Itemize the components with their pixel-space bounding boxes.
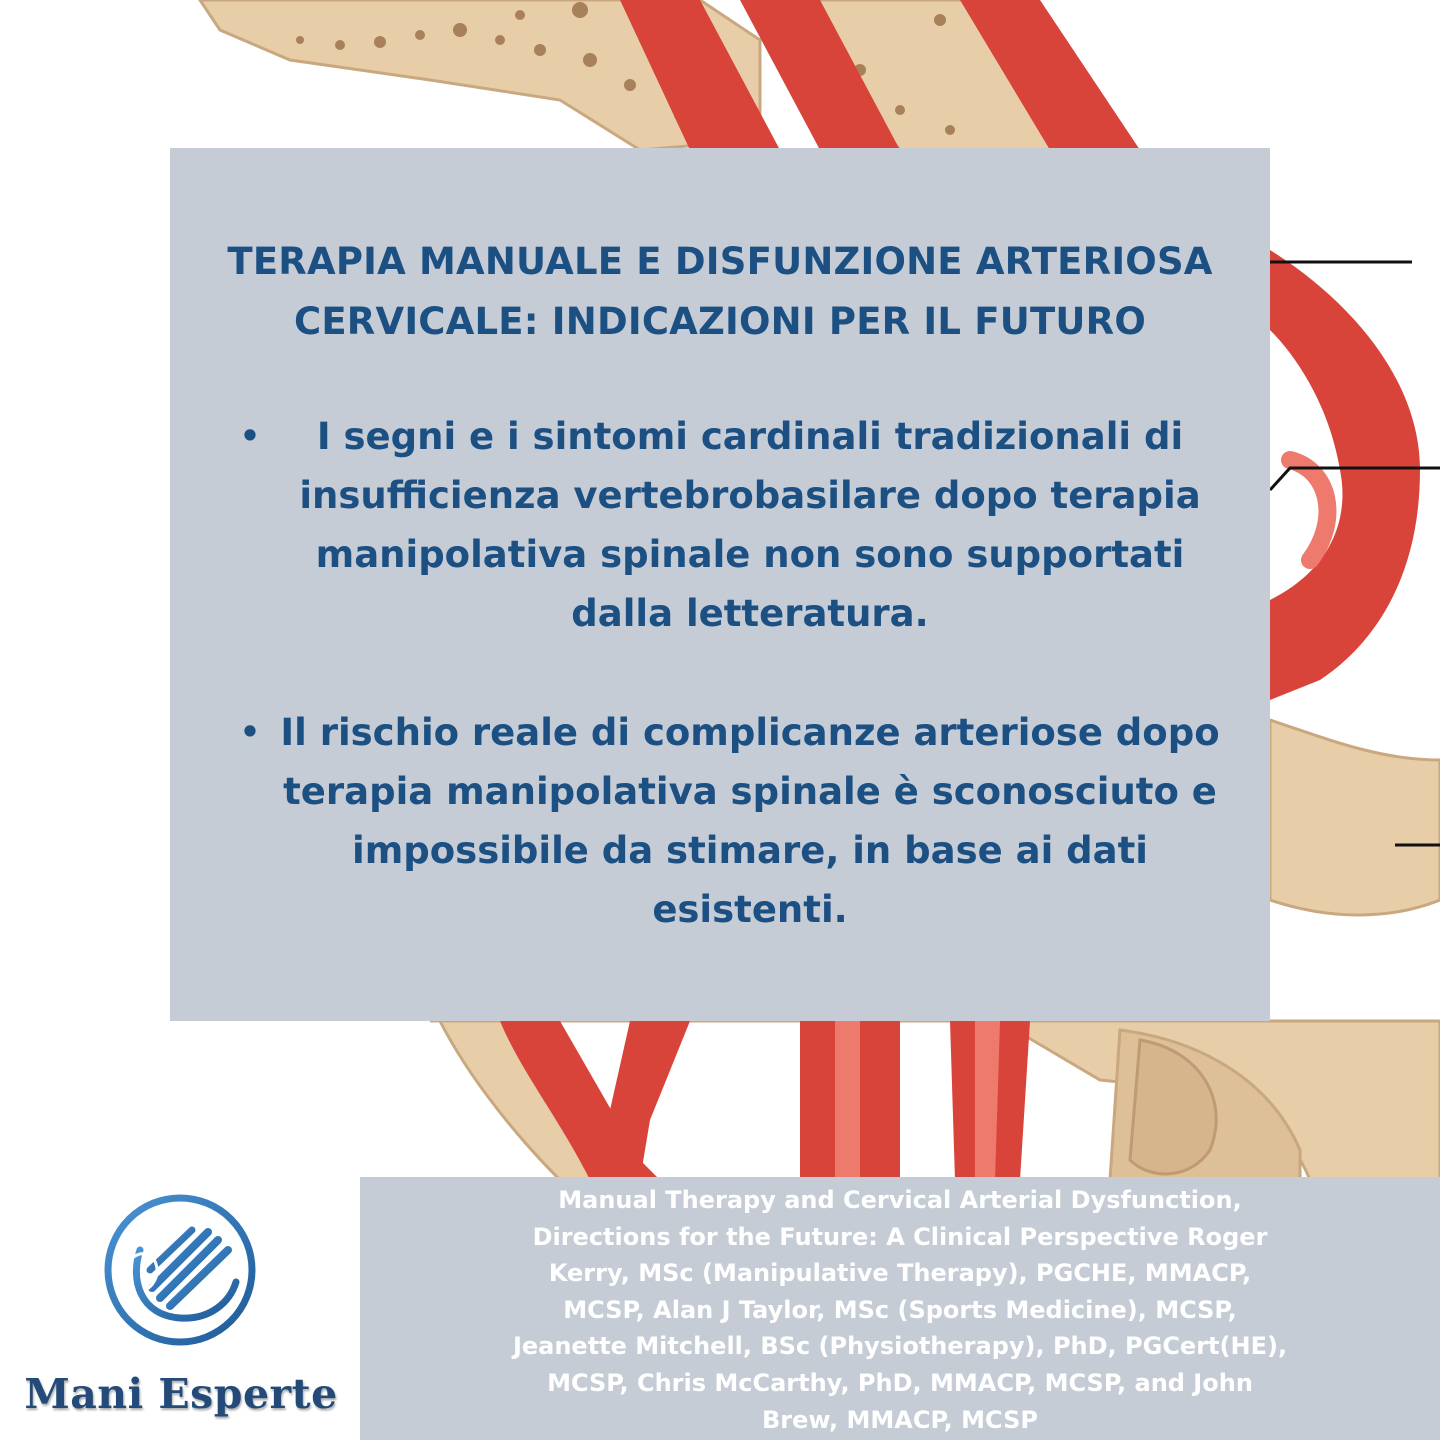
- bullet-point-2: •: [239, 713, 261, 751]
- hands-logo-icon: [100, 1190, 260, 1350]
- bullet-item-2: [215, 703, 1225, 939]
- bullet-item-1: [215, 407, 1225, 643]
- reference-citation: Manual Therapy and Cervical Arterial Dysfunction, Directions for the Future: A Clinical Perspective Roger Kerry, MSc (Manipulative Therapy), PGCHE, MMACP, MCSP, Alan J Taylor, MSc (Sports Medicine), MCSP, Jeanette Mitchell, BSc (Physiotherapy), PhD, PGCert(HE), MCSP, Chris McCarthy, PhD, MMACP, MCSP, and John Brew, MMACP, MCSP: [512, 1186, 1288, 1434]
- bullet-text-1: I segni e i sintomi cardinali tradizionali di insufficienza vertebrobasilare dopo terapia manipolativa spinale non sono supportati dalla letteratura.: [299, 415, 1201, 635]
- artery-bottom-2: [600, 1021, 690, 1180]
- artery-right-shine: [1290, 460, 1327, 560]
- bullet-text-2: Il rischio reale di complicanze arteriose dopo terapia manipolativa spinale è sconosciuto e impossibile da stimare, in base ai dati esistenti.: [280, 711, 1220, 931]
- bullet-point-1: •: [239, 417, 261, 455]
- main-title-line-1: TERAPIA MANUALE E DISFUNZIONE ARTERIOSA: [227, 240, 1213, 283]
- main-title-line-2: CERVICALE: INDICAZIONI PER IL FUTURO: [293, 300, 1147, 343]
- main-title: [0, 232, 1440, 352]
- artery-bottom-3-shine: [835, 1021, 860, 1180]
- bone-right: [1270, 720, 1440, 915]
- brand-name: Mani Esperte: [24, 1370, 338, 1418]
